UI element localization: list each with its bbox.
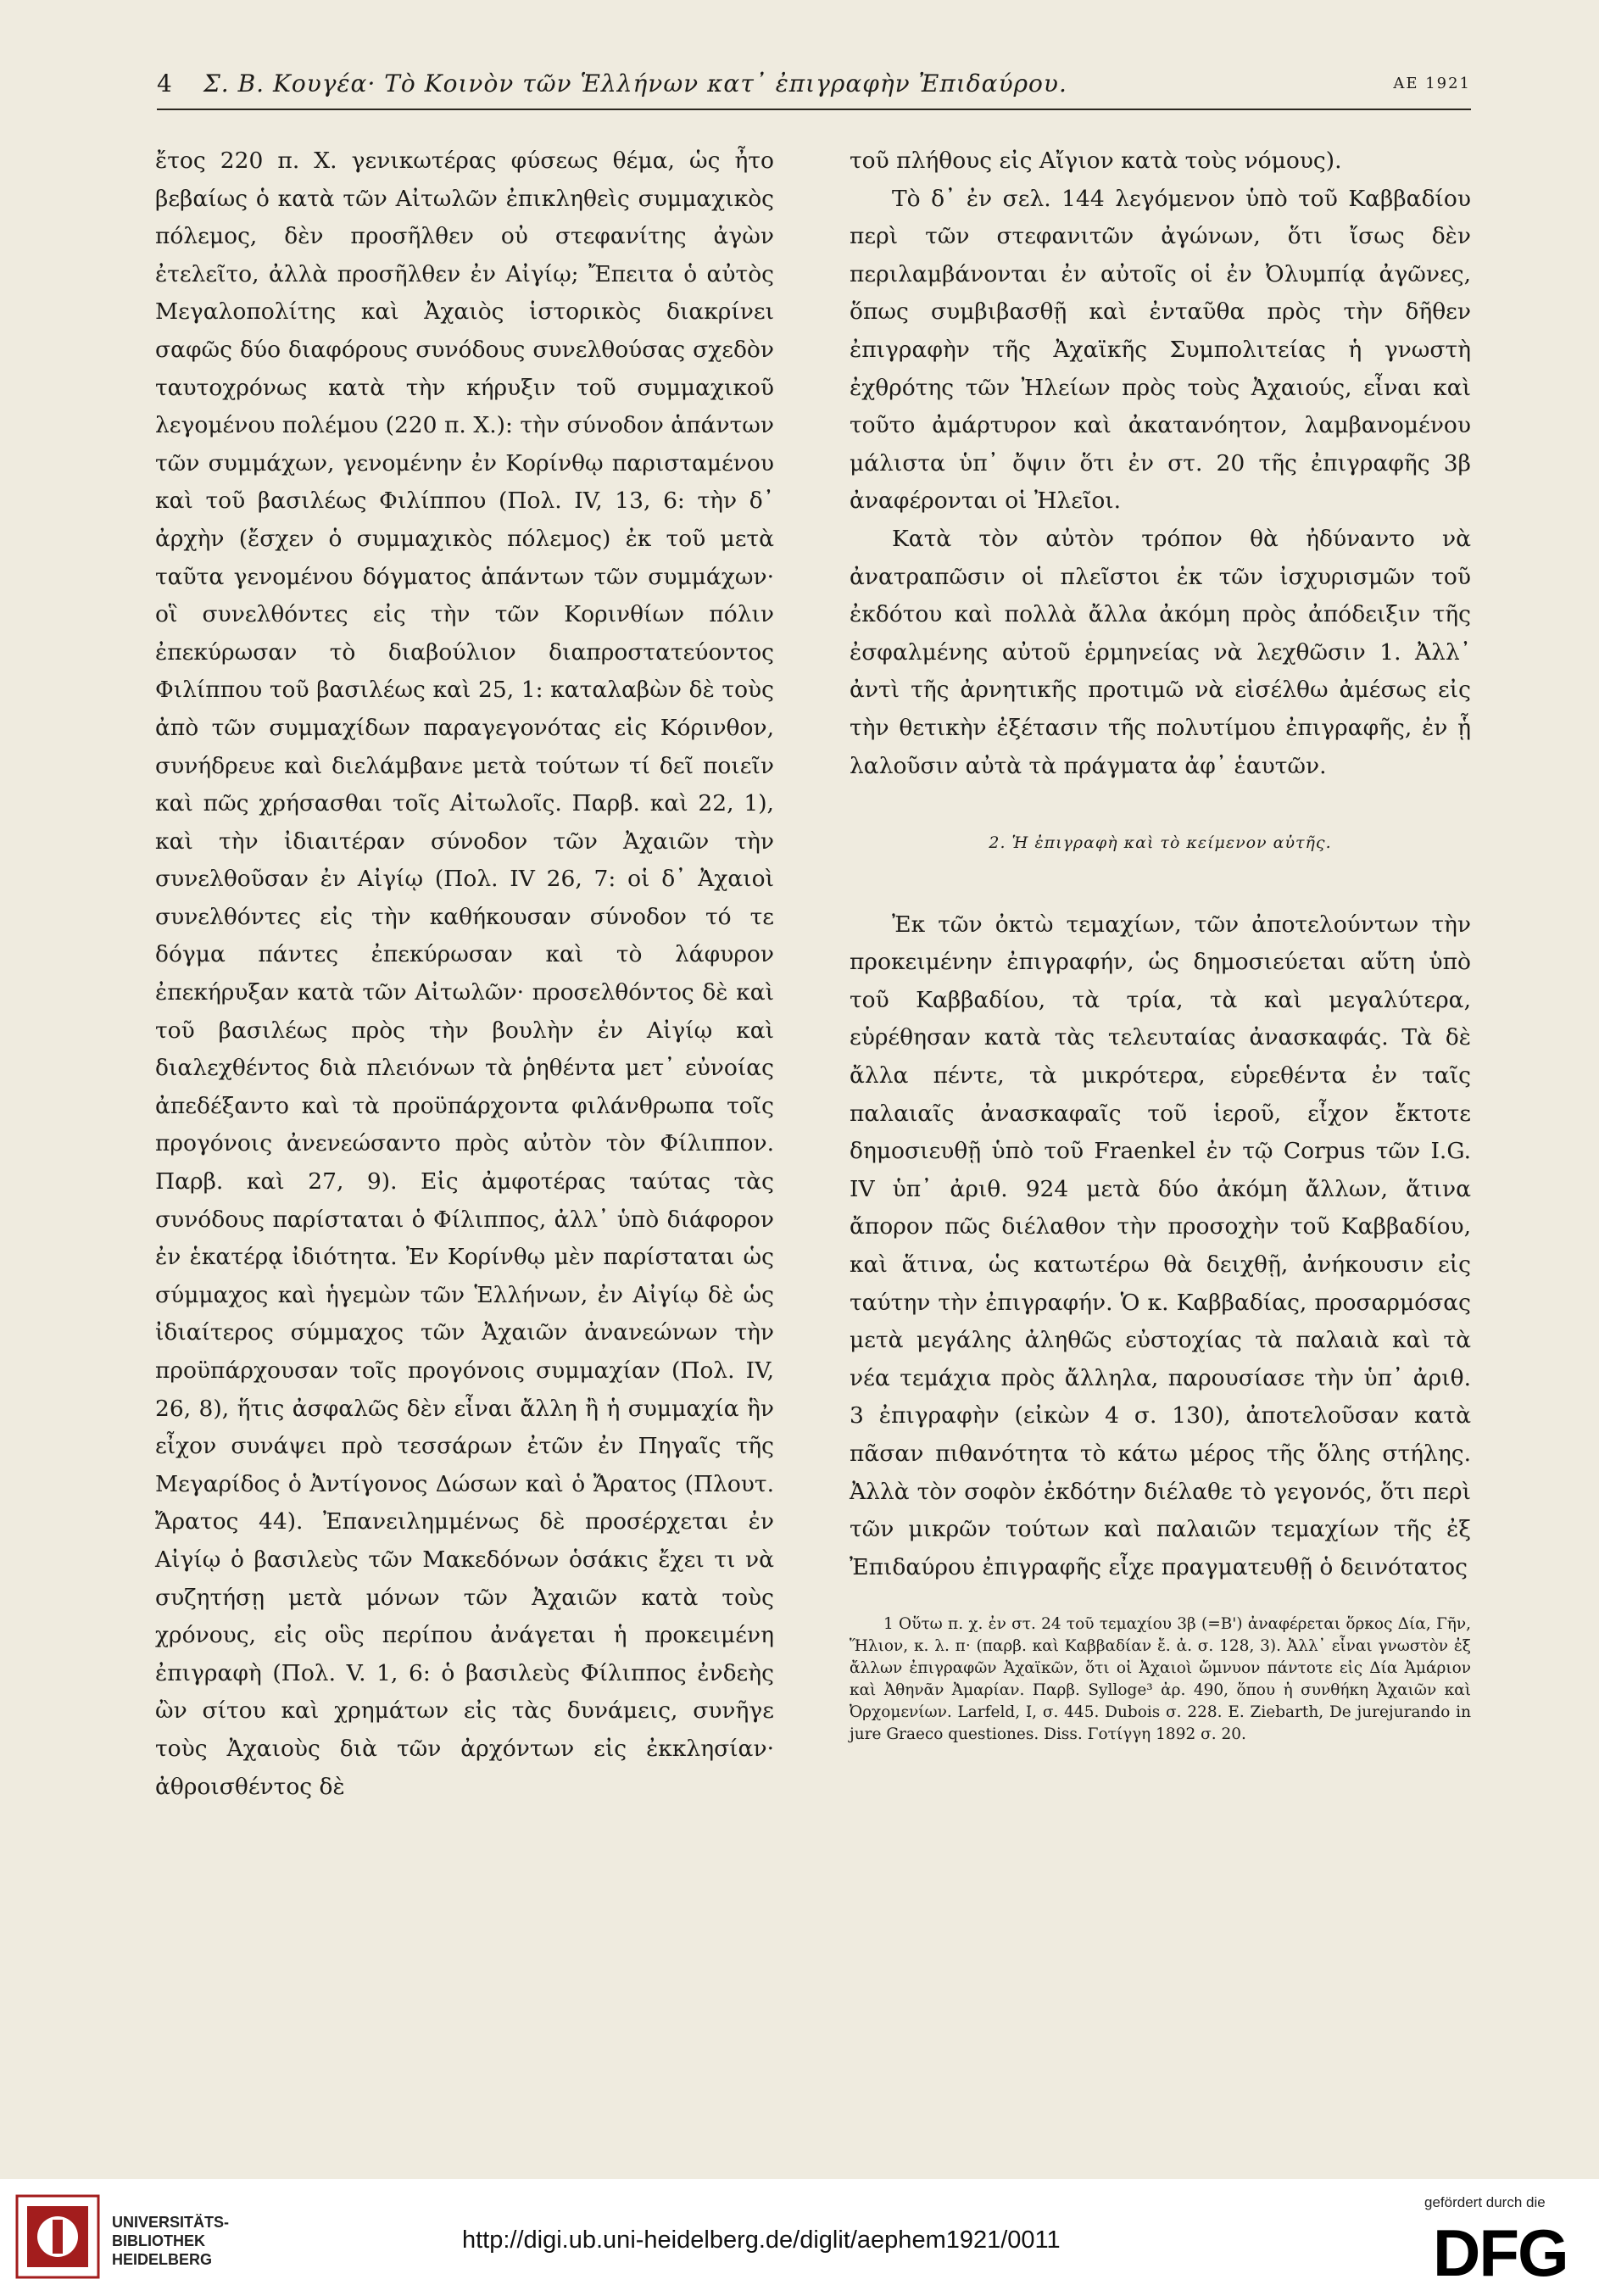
library-line-1: UNIVERSITÄTS- (112, 2214, 230, 2231)
permalink-url[interactable]: http://digi.ub.uni-heidelberg.de/diglit/aephem1921/0011 (462, 2226, 1061, 2254)
library-name (112, 2213, 229, 2269)
footer-bar (0, 2179, 1599, 2296)
sponsor-label: gefördert durch die (1424, 2194, 1546, 2210)
right-paragraph-1: τοῦ πλήθους εἰς Αἴγιον κατὰ τοὺς νόμους). (850, 148, 1342, 174)
right-paragraph-3: Κατὰ τὸν αὐτὸν τρόπον θὰ ἠδύναντο νὰ ἀνατραπῶσιν οἱ πλεῖστοι ἐκ τῶν ἰσχυρισμῶν τοῦ ἐκδότου καὶ πολλὰ ἄλλα ἀκόμη πρὸς ἀπόδειξιν τῆς ἐσφαλμένης αὐτοῦ ἑρμηνείας νὰ λεχθῶσιν 1. Ἀλλ᾽ ἀντὶ τῆς ἀρνητικῆς προτιμῶ νὰ εἰσέλθω ἀμέσως εἰς τὴν θετικὴν ἐξέτασιν τῆς πολυτίμου ἐπιγραφῆς, ἐν ᾗ λαλοῦσιν αὐτὰ τὰ πράγματα ἀφ᾽ ἑαυτῶν. (850, 525, 1471, 779)
left-column (155, 142, 774, 1806)
running-title: Σ. Β. Κουγέα· Τὸ Κοινὸν τῶν Ἑλλήνων κατ᾽ ἐπιγραφὴν Ἐπιδαύρου. (203, 70, 1067, 98)
section-heading: 2. Ἡ ἐπιγραφὴ καὶ τὸ κείμενον αὐτῆς. (989, 833, 1332, 853)
left-paragraph: ἔτος 220 π. Χ. γενικωτέρας φύσεως θέμα, ὡς ἦτο βεβαίως ὁ κατὰ τῶν Αἰτωλῶν ἐπικληθεὶς συμμαχικὸς πόλεμος, δὲν προσῆλθεν οὐ στεφανίτης ἀγὼν ἐτελεῖτο, ἀλλὰ προσῆλθεν ἐν Αἰγίῳ; Ἔπειτα ὁ αὐτὸς Μεγαλοπολίτης καὶ Ἀχαιὸς ἱστορικὸς διακρίνει σαφῶς δύο διαφόρους συνόδους συνελθούσας σχεδὸν ταυτοχρόνως κατὰ τὴν κήρυξιν τοῦ συμμαχικοῦ λεγομένου πολέμου (220 π. Χ.): τὴν σύνοδον ἁπάντων τῶν συμμάχων, γενομένην ἐν Κορίνθῳ παρισταμένου καὶ τοῦ βασιλέως Φιλίππου (Πολ. IV, 13, 6: τὴν δ᾽ ἀρχὴν (ἔσχεν ὁ συμμαχικὸς πόλεμος) ἐκ τοῦ μετὰ ταῦτα γενομένου δόγματος ἁπάντων τῶν συμμάχων· οἳ συνελθόντες εἰς τὴν τῶν Κορινθίων πόλιν ἐπεκύρωσαν τὸ διαβούλιον διαπροστατεύοντος Φιλίππου τοῦ βασιλέως καὶ 25, 1: καταλαβὼν δὲ τοὺς ἀπὸ τῶν συμμαχίδων παραγεγονότας εἰς Κόρινθον, συνήδρευε καὶ διελάμβανε μετὰ τούτων τί δεῖ ποιεῖν καὶ πῶς χρήσασθαι τοῖς Αἰτωλοῖς. Παρβ. καὶ 22, 1), καὶ τὴν ἰδιαιτέραν σύνοδον τῶν Ἀχαιῶν τὴν συνελθοῦσαν ἐν Αἰγίῳ (Πολ. IV 26, 7: οἱ δ᾽ Ἀχαιοὶ συνελθόντες εἰς τὴν καθήκουσαν σύνοδον τό τε δόγμα πάντες ἐπεκύρωσαν καὶ τὸ λάφυρον ἐπεκήρυξαν κατὰ τῶν Αἰτωλῶν· προσελθόντος δὲ καὶ τοῦ βασιλέως πρὸς τὴν βουλὴν ἐν Αἰγίῳ καὶ διαλεχθέντος διὰ πλειόνων τὰ ῥηθέντα μετ᾽ εὐνοίας ἀπεδέξαντο καὶ τὰ προϋπάρχοντα φιλάνθρωπα τοῖς προγόνοις ἀνενεώσαντο πρὸς αὐτὸν τὸν Φίλιππον. Παρβ. καὶ 27, 9). Εἰς ἀμφοτέρας ταύτας τὰς συνόδους παρίσταται ὁ Φίλιππος, ἀλλ᾽ ὑπὸ διάφορον ἐν ἑκατέρᾳ ἰδιότητα. Ἐν Κορίνθῳ μὲν παρίσταται ὡς σύμμαχος καὶ ἡγεμὼν τῶν Ἑλλήνων, ἐν Αἰγίῳ δὲ ὡς ἰδιαίτερος σύμμαχος τῶν Ἀχαιῶν ἀνανεώνων τὴν προϋπάρχουσαν τοῖς προγόνοις συμμαχίαν (Πολ. IV, 26, 8), ἥτις ἀσφαλῶς δὲν εἶναι ἄλλη ἢ ἡ συμμαχία ἣν εἶχον συνάψει πρὸ τεσσάρων ἐτῶν ἐν Πηγαῖς τῆς Μεγαρίδος ὁ Ἀντίγονος Δώσων καὶ ὁ Ἄρατος (Πλουτ. Ἄρατος 44). Ἐπανειλημμένως δὲ προσέρχεται ἐν Αἰγίῳ ὁ βασιλεὺς τῶν Μακεδόνων ὁσάκις ἔχει τι νὰ συζητήσῃ μετὰ μόνων τῶν Ἀχαιῶν κατὰ τοὺς χρόνους, εἰς οὓς περίπου ἀνάγεται ἡ προκειμένη ἐπιγραφὴ (Πολ. V. 1, 6: ὁ βασιλεὺς Φίλιππος ἐνδεὴς ὢν σίτου καὶ χρημάτων εἰς τὰς δυνάμεις, συνῆγε τοὺς Ἀχαιοὺς διὰ τῶν ἀρχόντων εἰς ἐκκλησίαν· ἀθροισθέντος δὲ (155, 148, 774, 1800)
journal-label: ΑΕ 1921 (1393, 75, 1471, 92)
library-line-2: BIBLIOTHEK (112, 2232, 205, 2249)
header-rule (157, 109, 1471, 110)
dfg-logo: DFG (1433, 2215, 1568, 2290)
university-seal-icon (15, 2194, 100, 2279)
right-paragraph-4: Ἐκ τῶν ὀκτὼ τεμαχίων, τῶν ἀποτελούντων τὴν προκειμένην ἐπιγραφήν, ὡς δημοσιεύεται αὕτη ὑπὸ τοῦ Καββαδίου, τὰ τρία, τὰ καὶ μεγαλύτερα, εὑρέθησαν κατὰ τὰς τελευταίας ἀνασκαφάς. Τὰ δὲ ἄλλα πέντε, τὰ μικρότερα, εὑρεθέντα ἐν ταῖς παλαιαῖς ἀνασκαφαῖς τοῦ ἱεροῦ, εἶχον ἔκτοτε δημοσιευθῇ ὑπὸ τοῦ Fraenkel ἐν τῷ Corpus τῶν I.G. IV ὑπ᾽ ἀριθ. 924 μετὰ δύο ἀκόμη ἄλλων, ἅτινα ἄπορον πῶς διέλαθον τὴν προσοχὴν τοῦ Καββαδίου, καὶ ἅτινα, ὡς κατωτέρω θὰ δειχθῇ, ἀνήκουσιν εἰς ταύτην τὴν ἐπιγραφήν. Ὁ κ. Καββαδίας, προσαρμόσας μετὰ μεγάλης ἀληθῶς εὐστοχίας τὰ παλαιὰ καὶ τὰ νέα τεμάχια πρὸς ἄλληλα, παρουσίασε τὴν ὑπ᾽ ἀριθ. 3 ἐπιγραφὴν (εἰκὼν 4 σ. 130), ἀποτελοῦσαν κατὰ πᾶσαν πιθανότητα τὸ κάτω μέρος τῆς ὅλης στήλης. Ἀλλὰ τὸν σοφὸν ἐκδότην διέλαθε τὸ γεγονός, ὅτι περὶ τῶν μικρῶν τούτων καὶ παλαιῶν τεμαχίων τῆς ἐξ Ἐπιδαύρου ἐπιγραφῆς εἶχε πραγματευθῇ ὁ δεινότατος (850, 911, 1471, 1580)
right-paragraph-2: Τὸ δ᾽ ἐν σελ. 144 λεγόμενον ὑπὸ τοῦ Καββαδίου περὶ τῶν στεφανιτῶν ἀγώνων, ὅτι ἴσως δὲν περιλαμβάνονται ἐν αὐτοῖς οἱ ἐν Ὀλυμπίᾳ ἀγῶνες, ὅπως συμβιβασθῇ καὶ ἐνταῦθα πρὸς τὴν δῆθεν ἐπιγραφὴν τῆς Ἀχαϊκῆς Συμπολιτείας ἡ γνωστὴ ἐχθρότης τῶν Ἠλείων πρὸς τοὺς Ἀχαιούς, εἶναι καὶ τοῦτο ἀμάρτυρον καὶ ἀκατανόητον, λαμβανομένου μάλιστα ὑπ᾽ ὄψιν ὅτι ἐν στ. 20 τῆς ἐπιγραφῆς 3β ἀναφέρονται οἱ Ἠλεῖοι. (850, 185, 1471, 515)
right-column (850, 142, 1471, 1746)
page-number: 4 (157, 70, 172, 98)
footnote: 1 Οὕτω π. χ. ἐν στ. 24 τοῦ τεμαχίου 3β (=Β') ἀναφέρεται ὅρκος Δία, Γῆν, Ἥλιον, κ. λ. π· (παρβ. καὶ Καββαδίαν ἔ. ἀ. σ. 128, 3). Ἀλλ᾽ εἶναι γνωστὸν ἐξ ἄλλων ἐπιγραφῶν Ἀχαϊκῶν, ὅτι οἱ Ἀχαιοὶ ὤμνυον πάντοτε εἰς Δία Ἀμάριον καὶ Ἀθηνᾶν Ἀμαρίαν. Παρβ. Sylloge³ ἀρ. 490, ὅπου ἡ συνθήκη Ἀχαιῶν καὶ Ὀρχομενίων. Larfeld, I, σ. 445. Dubois σ. 228. E. Ziebarth, De jurejurando in jure Graeco questiones. Diss. Γοτίγγη 1892 σ. 20. (850, 1615, 1471, 1744)
running-header (157, 70, 1471, 112)
library-line-3: HEIDELBERG (112, 2251, 213, 2268)
